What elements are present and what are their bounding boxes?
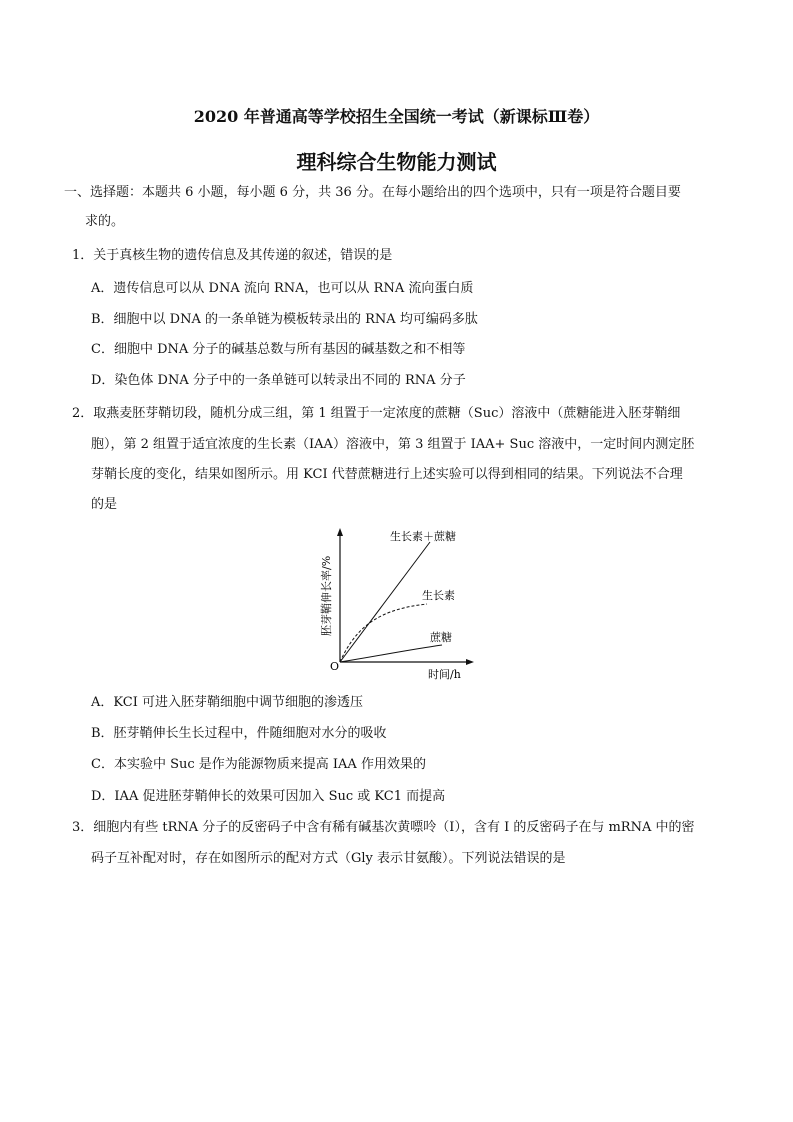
q1-option-c: C．细胞中 DNA 分子的碱基总数与所有基因的碱基数之和不相等 (91, 342, 466, 357)
q2-growth-figure (312, 524, 482, 684)
q2-option-d: D．IAA 促进胚芽鞘伸长的效果可因加入 Suc 或 KC1 而提高 (91, 789, 446, 804)
q2-option-c: C．本实验中 Suc 是作为能源物质来提高 IAA 作用效果的 (91, 757, 426, 772)
subject-title: 理科综合生物能力测试 (296, 150, 497, 174)
q2-stem-line-4: 的是 (91, 497, 118, 512)
q2-option-a: A．KCI 可进入胚芽鞘细胞中调节细胞的渗透压 (91, 695, 363, 710)
q2-stem-line-1: 2．取燕麦胚芽鞘切段，随机分成三组，第 1 组置于一定浓度的蔗糖（Suc）溶液中（蔗糖能进入胚芽鞘细 (72, 406, 681, 421)
q2-stem-line-3: 芽鞘长度的变化，结果如图所示。用 KCI 代替蔗糖进行上述实验可以得到相同的结果。下列说法不合理 (91, 467, 683, 482)
y-axis-arrow (337, 528, 343, 536)
section-intro-line-1: 一、选择题：本题共 6 小题，每小题 6 分，共 36 分。在每小题给出的四个选项中，只有一项是符合题目要 (64, 185, 681, 200)
y-axis-label: 胚芽鞘伸长率/% (320, 555, 333, 636)
curve-iaa-suc (340, 542, 430, 662)
q1-stem: 1．关于真核生物的遗传信息及其传递的叙述，错误的是 (72, 248, 393, 263)
q3-stem-line-1: 3．细胞内有些 tRNA 分子的反密码子中含有稀有碱基次黄嘌呤（I），含有 I 的反密码子在与 mRNA 中的密 (72, 820, 695, 835)
curve-iaa (340, 604, 427, 662)
label-iaa: 生长素 (422, 589, 455, 602)
x-axis-label: 时间/h (428, 668, 461, 681)
section-intro-line-2: 求的。 (85, 214, 125, 229)
q2-stem-line-2: 胞），第 2 组置于适宜浓度的生长素（IAA）溶液中，第 3 组置于 IAA+ Suc 溶液中，一定时间内测定胚 (91, 437, 695, 452)
q3-stem-line-2: 码子互补配对时，存在如图所示的配对方式（Gly 表示甘氨酸）。下列说法错误的是 (91, 851, 566, 866)
q1-option-b: B．细胞中以 DNA 的一条单链为模板转录出的 RNA 均可编码多肽 (91, 312, 478, 327)
q1-option-d: D．染色体 DNA 分子中的一条单链可以转录出不同的 RNA 分子 (91, 373, 466, 388)
q2-option-b: B．胚芽鞘伸长生长过程中，件随细胞对水分的吸收 (91, 726, 387, 741)
x-axis-arrow (466, 659, 474, 665)
curve-suc (340, 645, 442, 662)
label-suc: 蔗糖 (430, 631, 452, 644)
exam-title: 2020 年普通高等学校招生全国统一考试（新课标Ⅲ卷） (193, 107, 600, 126)
origin-label: O (330, 660, 340, 673)
q1-option-a: A．遗传信息可以从 DNA 流向 RNA，也可以从 RNA 流向蛋白质 (91, 281, 474, 296)
label-iaa-suc: 生长素＋蔗糖 (390, 530, 456, 543)
